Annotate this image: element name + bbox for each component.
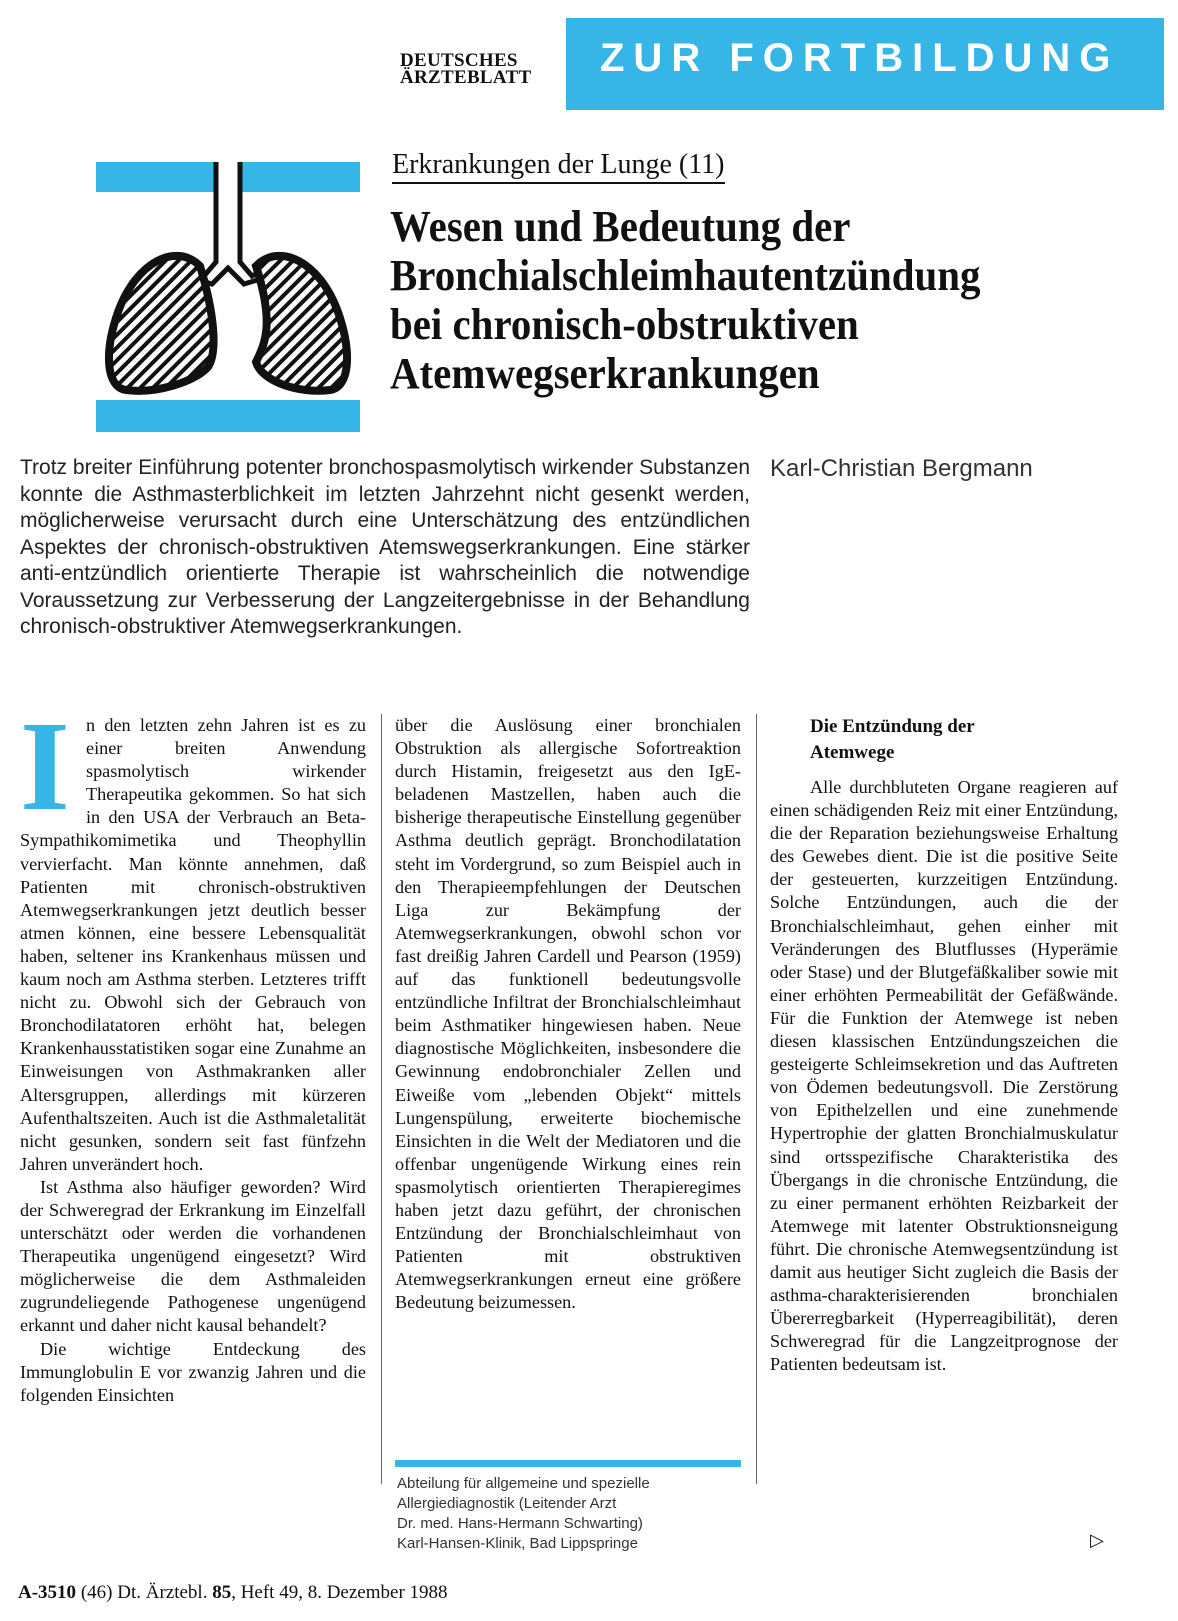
affiliation-line: Karl-Hansen-Klinik, Bad Lippspringe — [397, 1535, 638, 1552]
paragraph-text: n den letzten zehn Jahren ist es zu einer breiten Anwendung spasmolytisch wirkender Therapeutika gekommen. So hat sich in den USA der Verbrauch an Beta-Sympathikomimetika und Theophyllin vervierfacht. Man könnte annehmen, daß Patienten mit chronisch-obstruktiven Atemwegserkrankungen jetzt deutlich besser atmen können, eine bessere Lebensqualität haben, seltener ins Krankenhaus müssen und kaum noch am Asthma sterben. Letzteres trifft nicht zu. Obwohl sich der Gebrauch von Bronchodilatatoren erhöht hat, belegen Krankenhausstatistiken sogar eine Zunahme an Einweisungen von Asthmakranken aller Altersgruppen, allerdings mit kürzeren Aufenthaltszeiten. Auch ist die Asthmaletalität nicht gesunken, sondern seit fast fünfzehn Jahren unverändert hoch. — [20, 715, 366, 1174]
body-paragraph: Alle durchbluteten Organe reagieren auf einen schädigenden Reiz mit einer Entzündung, die der Reparation beziehungsweise Erhaltung des Gewebes dient. Die ist die positive Seite der gesteuerten, kurzzeitigen Entzündung. Solche Entzündungen, auch die der Bronchialschleimhaut, gehen einher mit Veränderungen des Blutflusses (Hyperämie oder Stase) und der Blutgefäßkaliber sowie mit einer erhöhten Permeabilität der Gefäßwände. Für die Funktion der Atemwege ist neben diesen klassischen Entzündungszeichen die gesteigerte Schleimsekretion und das Auftreten von Ödemen bedeutungsvoll. Die Zerstörung von Epithelzellen und eine zunehmende Hypertrophie der glatten Bronchialmuskulatur sind ortsspezifische Charakteristika des Übergangs in die chronische Entzündung, die zu einer permanent erhöhten Reizbarkeit der Atemwege mit latenter Obstruktionsneigung führt. Die chronische Atemwegsentzündung ist damit aus heutiger Sicht zugleich die Basis der asthma-charakterisierenden bronchialen Übererregbarkeit (Hyperreagibilität), deren Schweregrad für die Langzeitprognose der Patienten bedeutsam ist. — [770, 777, 1118, 1375]
affiliation-line: Abteilung für allgemeine und spezielle — [397, 1475, 650, 1492]
continue-arrow-icon: ▷ — [1090, 1530, 1104, 1550]
title-line: Atemwegserkrankungen — [390, 349, 820, 398]
body-paragraph: über die Auslösung einer bronchialen Obstruktion als allergische Sofortreaktion durch Histamin, freigesetzt aus den IgE-beladenen Mastzellen, haben auch die bisherige therapeutische Einstellung gegenüber Asthma deutlich geprägt. Bronchodilatation steht im Vordergrund, so zum Beispiel auch in den Therapieempfehlungen der Deutschen Liga zur Bekämpfung der Atemwegserkrankungen, obwohl schon vor fast dreißig Jahren Cardell und Pearson (1959) auf das funktionell bedeutungsvolle entzündliche Infiltrat der Bronchialschleimhaut beim Asthmatiker hingewiesen haben. Neue diagnostische Möglichkeiten, insbesondere die Gewinnung endobronchialer Zellen und Eiweiße vom „lebenden Objekt“ mittels Lungenspülung, erweiterte biochemische Einsichten in die Welt der Mediatoren und die offenbar ungenügende Wirkung eines rein spasmolytisch orientierten Therapieregimes haben jetzt dazu geführt, der chronischen Entzündung der Bronchialschleimhaut von Patienten mit obstruktiven Atemwegserkrankungen erneut eine größere Bedeutung beizumessen. — [395, 715, 741, 1313]
affiliation-line: Dr. med. Hans-Hermann Schwarting) — [397, 1515, 643, 1532]
article-title — [390, 202, 1097, 398]
lead-paragraph: Trotz breiter Einführung potenter bronchospasmolytisch wirkender Substanzen konnte die Asthmasterblichkeit im letzten Jahrzehnt nicht gesenkt werden, möglicherweise verursacht durch eine Unterschätzung des entzündlichen Aspektes der chronisch-obstruktiven Atemswegserkrankungen. Eine stärker anti-entzündlich orientierte Therapie ist wahrscheinlich die notwendige Voraussetzung zur Verbesserung der Langzeitergebnisse in der Behandlung chronisch-obstruktiver Atemwegserkrankungen. — [20, 456, 750, 638]
body-column-2 — [395, 714, 741, 1314]
body-column-3 — [770, 714, 1118, 1376]
title-line: Bronchialschleimhautentzündung — [390, 251, 981, 300]
series-title: Erkrankungen der Lunge (11) — [392, 148, 725, 184]
lungs-icon — [96, 162, 360, 432]
issue-date: , Heft 49, 8. Dezember 1988 — [231, 1582, 448, 1603]
page-footer — [18, 1582, 448, 1604]
column-divider — [756, 714, 757, 1484]
body-paragraph — [20, 695, 366, 1176]
issue-prefix: (46) Dt. Ärztebl. — [80, 1582, 208, 1603]
volume-number: 85 — [212, 1582, 232, 1603]
masthead-line2: ÄRZTEBLATT — [400, 67, 532, 88]
journal-masthead — [400, 52, 548, 86]
masthead-line1: DEUTSCHES — [400, 50, 518, 71]
section-heading: Die Entzündung der Atemwege — [810, 716, 975, 763]
figure-bottom-band — [96, 400, 360, 432]
title-line: Wesen und Bedeutung der — [390, 202, 851, 251]
body-column-1 — [20, 695, 366, 1407]
drop-cap: I — [20, 695, 70, 837]
affiliation-line: Allergiediagnostik (Leitender Arzt — [397, 1495, 617, 1512]
author-name: Karl-Christian Bergmann — [770, 455, 1033, 482]
author-affiliation — [397, 1474, 743, 1554]
title-line: bei chronisch-obstruktiven — [390, 300, 859, 349]
page-number: A-3510 — [18, 1582, 77, 1603]
section-banner-label: ZUR FORTBILDUNG — [600, 36, 1120, 80]
column-divider — [381, 714, 382, 1484]
body-paragraph: Die wichtige Entdeckung des Immunglobulin E vor zwanzig Jahren und die folgenden Einsichten — [20, 1338, 366, 1405]
body-paragraph: Ist Asthma also häufiger geworden? Wird der Schweregrad der Erkrankung im Einzelfall unterschätzt oder werden die vorhandenen Therapeutika ungenügend eingesetzt? Wird möglicherweise die dem Asthmaleiden zugrundeliegende Pathogenese ungenügend erkannt und daher nicht kausal behandelt? — [20, 1176, 366, 1336]
affiliation-rule — [395, 1460, 741, 1467]
